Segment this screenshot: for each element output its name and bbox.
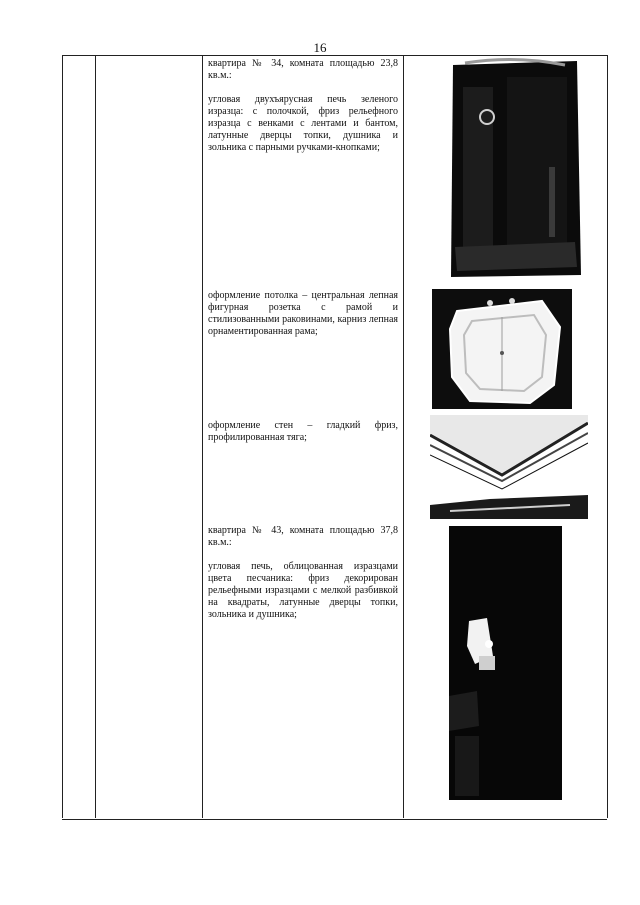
table-border-right [607, 55, 608, 818]
entry-description: угловая двухъярусная печь зеленого изразца: с полочкой, фриз рельефного изразца с венками с лентами и бантом, латунные дверцы топки, душника и зольника с парными ручками-кнопками; [208, 94, 398, 153]
entry-wall-decoration [208, 420, 398, 456]
entry-apartment-43-stove [208, 525, 398, 633]
entry-description: оформление потолка – центральная лепная фигурная розетка с рамой и стилизованными раковинами, карниз лепная орнаментированная рама; [208, 290, 398, 337]
photo-stove-apartment-43 [449, 526, 562, 800]
entry-heading: квартира № 43, комната площадью 37,8 кв.м.: [208, 525, 398, 548]
entry-description: оформление стен – гладкий фриз, профилированная тяга; [208, 420, 398, 443]
table-border-left [62, 55, 63, 818]
photo-stove-apartment-34 [445, 57, 585, 279]
entry-ceiling-decoration [208, 290, 398, 350]
table-column-divider-2 [202, 55, 203, 818]
entry-description: угловая печь, облицованная изразцами цвета песчаника: фриз декорирован рельефными изразцами с мелкой разбивкой на квадраты, латунные дверцы топки, зольника и душника; [208, 561, 398, 620]
photo-wall-frieze [430, 415, 588, 519]
table-column-divider-3 [403, 55, 404, 818]
entry-heading: квартира № 34, комната площадью 23,8 кв.м.: [208, 58, 398, 81]
table-column-divider-1 [95, 55, 96, 818]
entry-apartment-34-stove [208, 58, 398, 166]
photo-ceiling-rosette [432, 289, 572, 409]
page-number: 16 [313, 40, 327, 55]
